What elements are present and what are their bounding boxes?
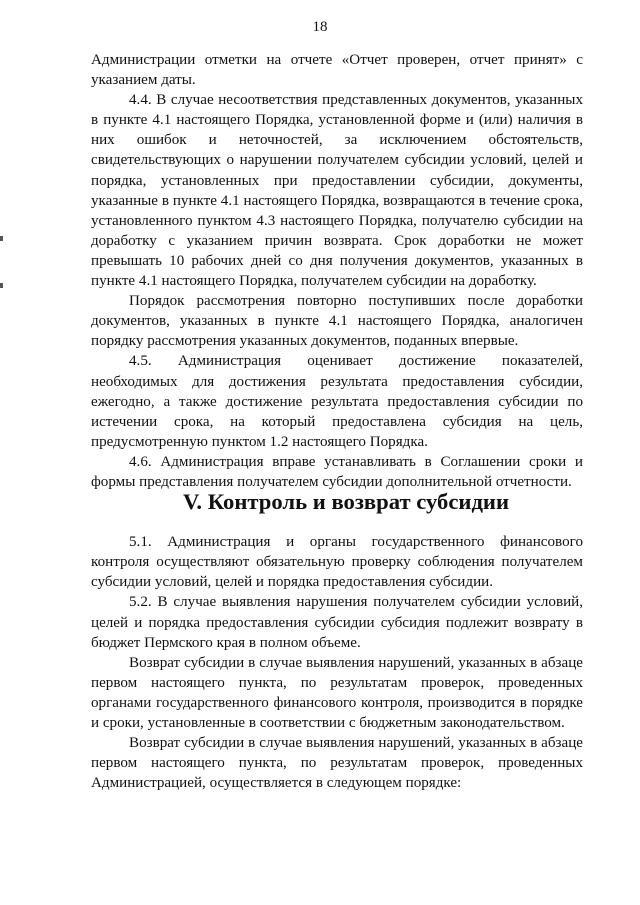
paragraph: Порядок рассмотрения повторно поступивших после доработки документов, указанных в пункте 4.1 настоящего Порядка, аналогичен порядку рассмотрения указанных документов, поданных впервые. (91, 293, 583, 350)
scan-edge-mark (0, 283, 3, 288)
section-v-body (91, 532, 583, 793)
paragraph-4-6: 4.6. Администрация вправе устанавливать в Соглашении сроки и формы представления получателем субсидии дополнительной отчетности. (91, 453, 583, 490)
spacer (91, 512, 583, 532)
paragraph: Возврат субсидии в случае выявления нарушений, указанных в абзаце первом настоящего пункта, по результатам проверок, проведенных органами государственного финансового контроля, производится в порядке и сроки, установленные в соответствии с бюджетным законодательством. (91, 654, 583, 731)
paragraph-5-2: 5.2. В случае выявления нарушения получателем субсидии условий, целей и порядка предоставления субсидии субсидия подлежит возврату в бюджет Пермского края в полном объеме. (91, 594, 583, 651)
paragraph-5-1: 5.1. Администрация и органы государственного финансового контроля осуществляют обязательную проверку соблюдения получателем субсидии условий, целей и порядка предоставления субсидии. (91, 534, 583, 591)
section-iv-tail (91, 50, 583, 492)
paragraph-4-5: 4.5. Администрация оценивает достижение показателей, необходимых для достижения результата предоставления субсидии, ежегодно, а также достижение результата предоставления субсидии по истечении срока, на который предоставлена субсидия на цель, предусмотренную пунктом 1.2 настоящего Порядка. (91, 353, 583, 450)
scan-edge-mark (0, 236, 3, 241)
section-heading: V. Контроль и возврат субсидии (182, 489, 509, 515)
paragraph: Администрации отметки на отчете «Отчет проверен, отчет принят» с указанием даты. (91, 52, 583, 89)
paragraph: Возврат субсидии в случае выявления нарушений, указанных в абзаце первом настоящего пункта, по результатам проверок, проведенных Администрацией, осуществляется в следующем порядке: (91, 735, 583, 792)
document-body (91, 50, 583, 793)
paragraph-4-4: 4.4. В случае несоответствия представленных документов, указанных в пункте 4.1 настоящего Порядка, установленной форме и (или) наличия в них ошибок и неточностей, за исключением обстоятельств, свидетельствующих о нарушении получателем субсидии условий, целей и порядка, установленных при предоставлении субсидии, документы, указанные в пункте 4.1 настоящего Порядка, возвращаются в течение срока, установленного пунктом 4.3 настоящего Порядка, получателю субсидии на доработку с указанием причин возврата. Срок доработки не может превышать 10 рабочих дней со дня получения документов, указанных в пункте 4.1 настоящего Порядка, получателем субсидии на доработку. (91, 92, 583, 290)
page-number: 18 (312, 19, 328, 35)
